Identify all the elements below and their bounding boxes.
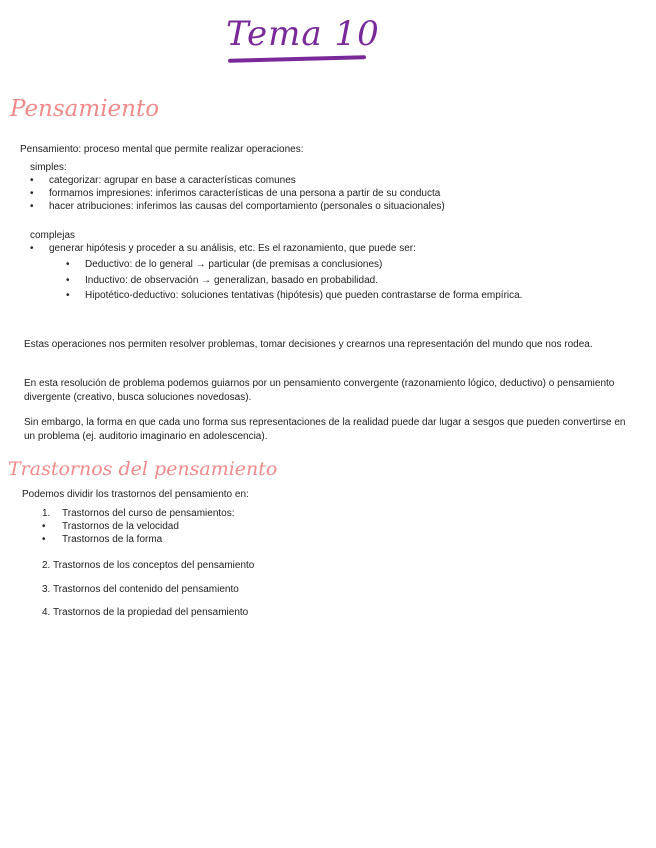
simple-label: simples: bbox=[30, 162, 67, 173]
bullet: • bbox=[66, 290, 70, 301]
bullet: • bbox=[66, 275, 70, 286]
simple-item: categorizar: agrupar en base a características comunes bbox=[49, 175, 296, 186]
paragraph: Estas operaciones nos permiten resolver problemas, tomar decisiones y crearnos una representación del mundo que nos rodea. bbox=[24, 339, 593, 350]
reasoning-item: Inductivo: de observación → generalizan, basado en probabilidad. bbox=[85, 275, 378, 286]
list-item: 2. Trastornos de los conceptos del pensamiento bbox=[42, 560, 255, 571]
list-item: 4. Trastornos de la propiedad del pensamiento bbox=[42, 607, 249, 618]
complex-item: generar hipótesis y proceder a su análisis, etc. Es el razonamiento, que puede ser: bbox=[49, 243, 416, 254]
simple-item: formamos impresiones: inferimos características de una persona a partir de su conducta bbox=[49, 188, 441, 199]
bullet: • bbox=[30, 243, 34, 254]
sub-item: Trastornos de la forma bbox=[62, 534, 163, 545]
list-item: 3. Trastornos del contenido del pensamiento bbox=[42, 584, 239, 595]
list-item: Trastornos del curso de pensamientos: bbox=[62, 508, 235, 519]
definition: Pensamiento: proceso mental que permite realizar operaciones: bbox=[20, 144, 304, 155]
title-underline bbox=[228, 55, 366, 63]
bullet: • bbox=[30, 175, 34, 186]
section-heading-pensamiento: Pensamiento bbox=[10, 96, 160, 122]
bullet: • bbox=[30, 201, 34, 212]
paragraph: Sin embargo, la forma en que cada uno forma sus representaciones de la realidad puede dar lugar a sesgos que pueden convertirse en un problema (ej. auditorio imaginario en adolescencia). bbox=[24, 417, 626, 442]
bullet: • bbox=[30, 188, 34, 199]
bullet: • bbox=[42, 521, 46, 532]
section-heading-trastornos: Trastornos del pensamiento bbox=[8, 458, 278, 480]
reasoning-item: Deductivo: de lo general → particular (de premisas a conclusiones) bbox=[85, 259, 383, 270]
reasoning-item: Hipotético-deductivo: soluciones tentativas (hipótesis) que pueden contrastarse de forma empírica. bbox=[85, 290, 523, 301]
section2-intro: Podemos dividir los trastornos del pensamiento en: bbox=[22, 489, 249, 500]
simple-item: hacer atribuciones: inferimos las causas del comportamiento (personales o situacionales) bbox=[49, 201, 445, 212]
bullet: • bbox=[66, 259, 70, 270]
sub-item: Trastornos de la velocidad bbox=[62, 521, 179, 532]
list-number: 1. bbox=[42, 508, 51, 519]
complex-label: complejas bbox=[30, 230, 76, 241]
paragraph: En esta resolución de problema podemos guiarnos por un pensamiento convergente (razonamiento lógico, deductivo) o pensamiento divergente (creativo, busca soluciones novedosas). bbox=[24, 378, 615, 403]
bullet: • bbox=[42, 534, 46, 545]
page-title: Tema 10 bbox=[226, 14, 380, 54]
